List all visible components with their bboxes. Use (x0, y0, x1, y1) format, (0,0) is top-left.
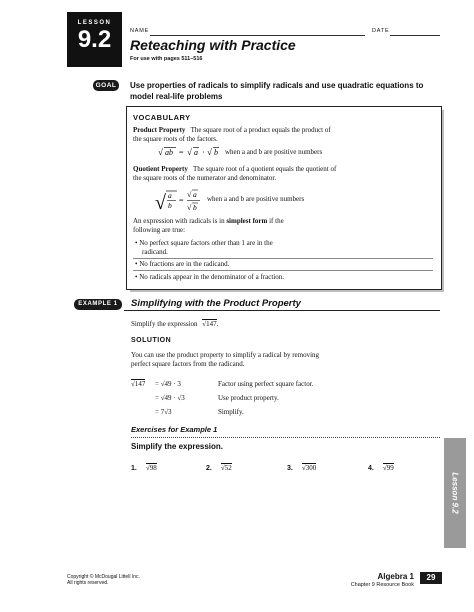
step-3-expr: = 7√3 (155, 408, 172, 416)
book-title: Algebra 1 (377, 572, 414, 581)
solution-text-2: perfect square factors from the radicand. (131, 360, 245, 368)
example-badge: EXAMPLE 1 (74, 299, 122, 310)
simplest-form-text-a: An expression with radicals is in (133, 217, 225, 225)
svg-text:·: · (202, 148, 205, 157)
exercise-1 (131, 457, 157, 475)
name-label: NAME (130, 28, 150, 34)
svg-text:b: b (214, 148, 218, 157)
bullet-3-text: No radicals appear in the denominator of a fraction. (139, 273, 285, 281)
step-2-note: Use product property. (218, 394, 279, 402)
exercise-2-num: 2. (206, 465, 212, 472)
product-property-def-1: The square root of a product equals the product of (190, 126, 331, 134)
example-radical: √147 (202, 320, 217, 328)
date-field[interactable] (390, 27, 440, 36)
exercises-subheading: Simplify the expression. (131, 442, 224, 451)
quotient-property-formula (155, 185, 211, 215)
exercise-2-radical: √52 (220, 464, 232, 472)
goal-badge: GOAL (93, 80, 119, 91)
exercises-heading: Exercises for Example 1 (131, 425, 218, 434)
bullet-2: • No fractions are in the radicand. (135, 260, 230, 268)
exercise-3 (287, 457, 316, 475)
step-3-note: Simplify. (218, 408, 244, 416)
for-use-note: For use with pages 511–516 (130, 56, 203, 62)
copyright (67, 574, 140, 586)
product-property-condition: when a and b are positive numbers (225, 148, 323, 156)
svg-text:√: √ (158, 147, 163, 157)
bullet-1: • No perfect square factors other than 1 are in the (135, 239, 273, 247)
step-1-expr: = √49 · 3 (155, 380, 181, 388)
exercise-1-radicand: 98 (149, 464, 157, 472)
page-number: 29 (420, 572, 442, 584)
simplest-form-line-2: following are true: (133, 226, 186, 234)
name-field[interactable] (150, 27, 365, 36)
svg-text:ab: ab (165, 148, 173, 157)
svg-text:a: a (168, 191, 172, 200)
goal-text: Use properties of radicals to simplify radicals and use quadratic equations to model real-life problems (130, 81, 424, 101)
svg-text:√: √ (187, 190, 192, 199)
lesson-word: LESSON (77, 20, 112, 26)
lesson-block (67, 12, 122, 67)
exercise-3-radicand: 300 (305, 464, 317, 472)
svg-text:√: √ (187, 203, 192, 212)
simplest-form-text-b: if the (269, 217, 284, 225)
vocabulary-box (126, 106, 442, 290)
quotient-property-def-2: the square roots of the numerator and denominator. (133, 174, 277, 182)
step-lhs: √147 (131, 380, 146, 388)
svg-text:b: b (168, 201, 172, 210)
quotient-property-term: Quotient Property (133, 165, 188, 173)
step-2-expr: = √49 · √3 (155, 394, 185, 402)
solution-text-1: You can use the product property to simplify a radical by removing (131, 351, 320, 359)
bullet-2-text: No fractions are in the radicand. (139, 260, 230, 268)
copyright-line-2: All rights reserved. (67, 580, 109, 586)
step-lhs-radicand: 147 (134, 380, 146, 388)
exercise-4 (368, 457, 394, 475)
exercise-4-radical: √99 (382, 464, 394, 472)
vocabulary-heading: VOCABULARY (133, 113, 191, 122)
lesson-number: 9.2 (77, 26, 112, 53)
example-title: Simplifying with the Product Property (131, 298, 301, 309)
svg-text:=: = (179, 148, 184, 157)
copyright-line-1: Copyright © McDougal Littell Inc. (67, 574, 140, 580)
example-rule (124, 310, 440, 311)
exercise-3-num: 3. (287, 465, 293, 472)
example-radicand: 147 (206, 320, 217, 328)
example-prompt-text: Simplify the expression (131, 320, 198, 328)
step-1-note: Factor using perfect square factor. (218, 380, 314, 388)
exercise-1-num: 1. (131, 465, 137, 472)
exercises-rule (131, 437, 440, 438)
svg-text:a: a (193, 190, 197, 199)
solution-heading: SOLUTION (131, 337, 172, 344)
svg-text:√: √ (155, 192, 166, 214)
exercise-3-radical: √300 (301, 464, 317, 472)
quotient-property-condition: when a and b are positive numbers (207, 195, 305, 203)
bullet-1-cont: radicand. (142, 248, 168, 256)
svg-text:=: = (179, 196, 184, 205)
product-property-term: Product Property (133, 126, 186, 134)
svg-text:a: a (194, 148, 198, 157)
page-title: Reteaching with Practice (130, 37, 296, 53)
svg-text:√: √ (187, 147, 192, 157)
svg-text:b: b (193, 203, 197, 212)
exercise-4-radicand: 99 (386, 464, 394, 472)
svg-text:√: √ (207, 147, 212, 157)
date-label: DATE (372, 28, 390, 34)
bullet-1-text: No perfect square factors other than 1 are in the (139, 239, 273, 247)
exercise-1-radical: √98 (145, 464, 157, 472)
exercise-2-radicand: 52 (224, 464, 232, 472)
example-prompt: Simplify the expression √147. (131, 320, 219, 328)
vocab-divider-2 (133, 270, 433, 271)
product-property-formula (157, 145, 227, 159)
bullet-3: • No radicals appear in the denominator of a fraction. (135, 273, 285, 281)
simplest-form-term: simplest form (226, 217, 268, 225)
lesson-side-tab (444, 438, 466, 548)
exercise-4-num: 4. (368, 465, 374, 472)
lesson-side-tab-label: Lesson 9.2 (450, 472, 460, 514)
vocab-divider-1 (133, 258, 433, 259)
chapter-label: Chapter 9 Resource Book (350, 582, 414, 588)
quotient-property-def-1: The square root of a quotient equals the quotient of (193, 165, 337, 173)
exercise-2 (206, 457, 232, 475)
product-property-def-2: the square roots of the factors. (133, 135, 218, 143)
